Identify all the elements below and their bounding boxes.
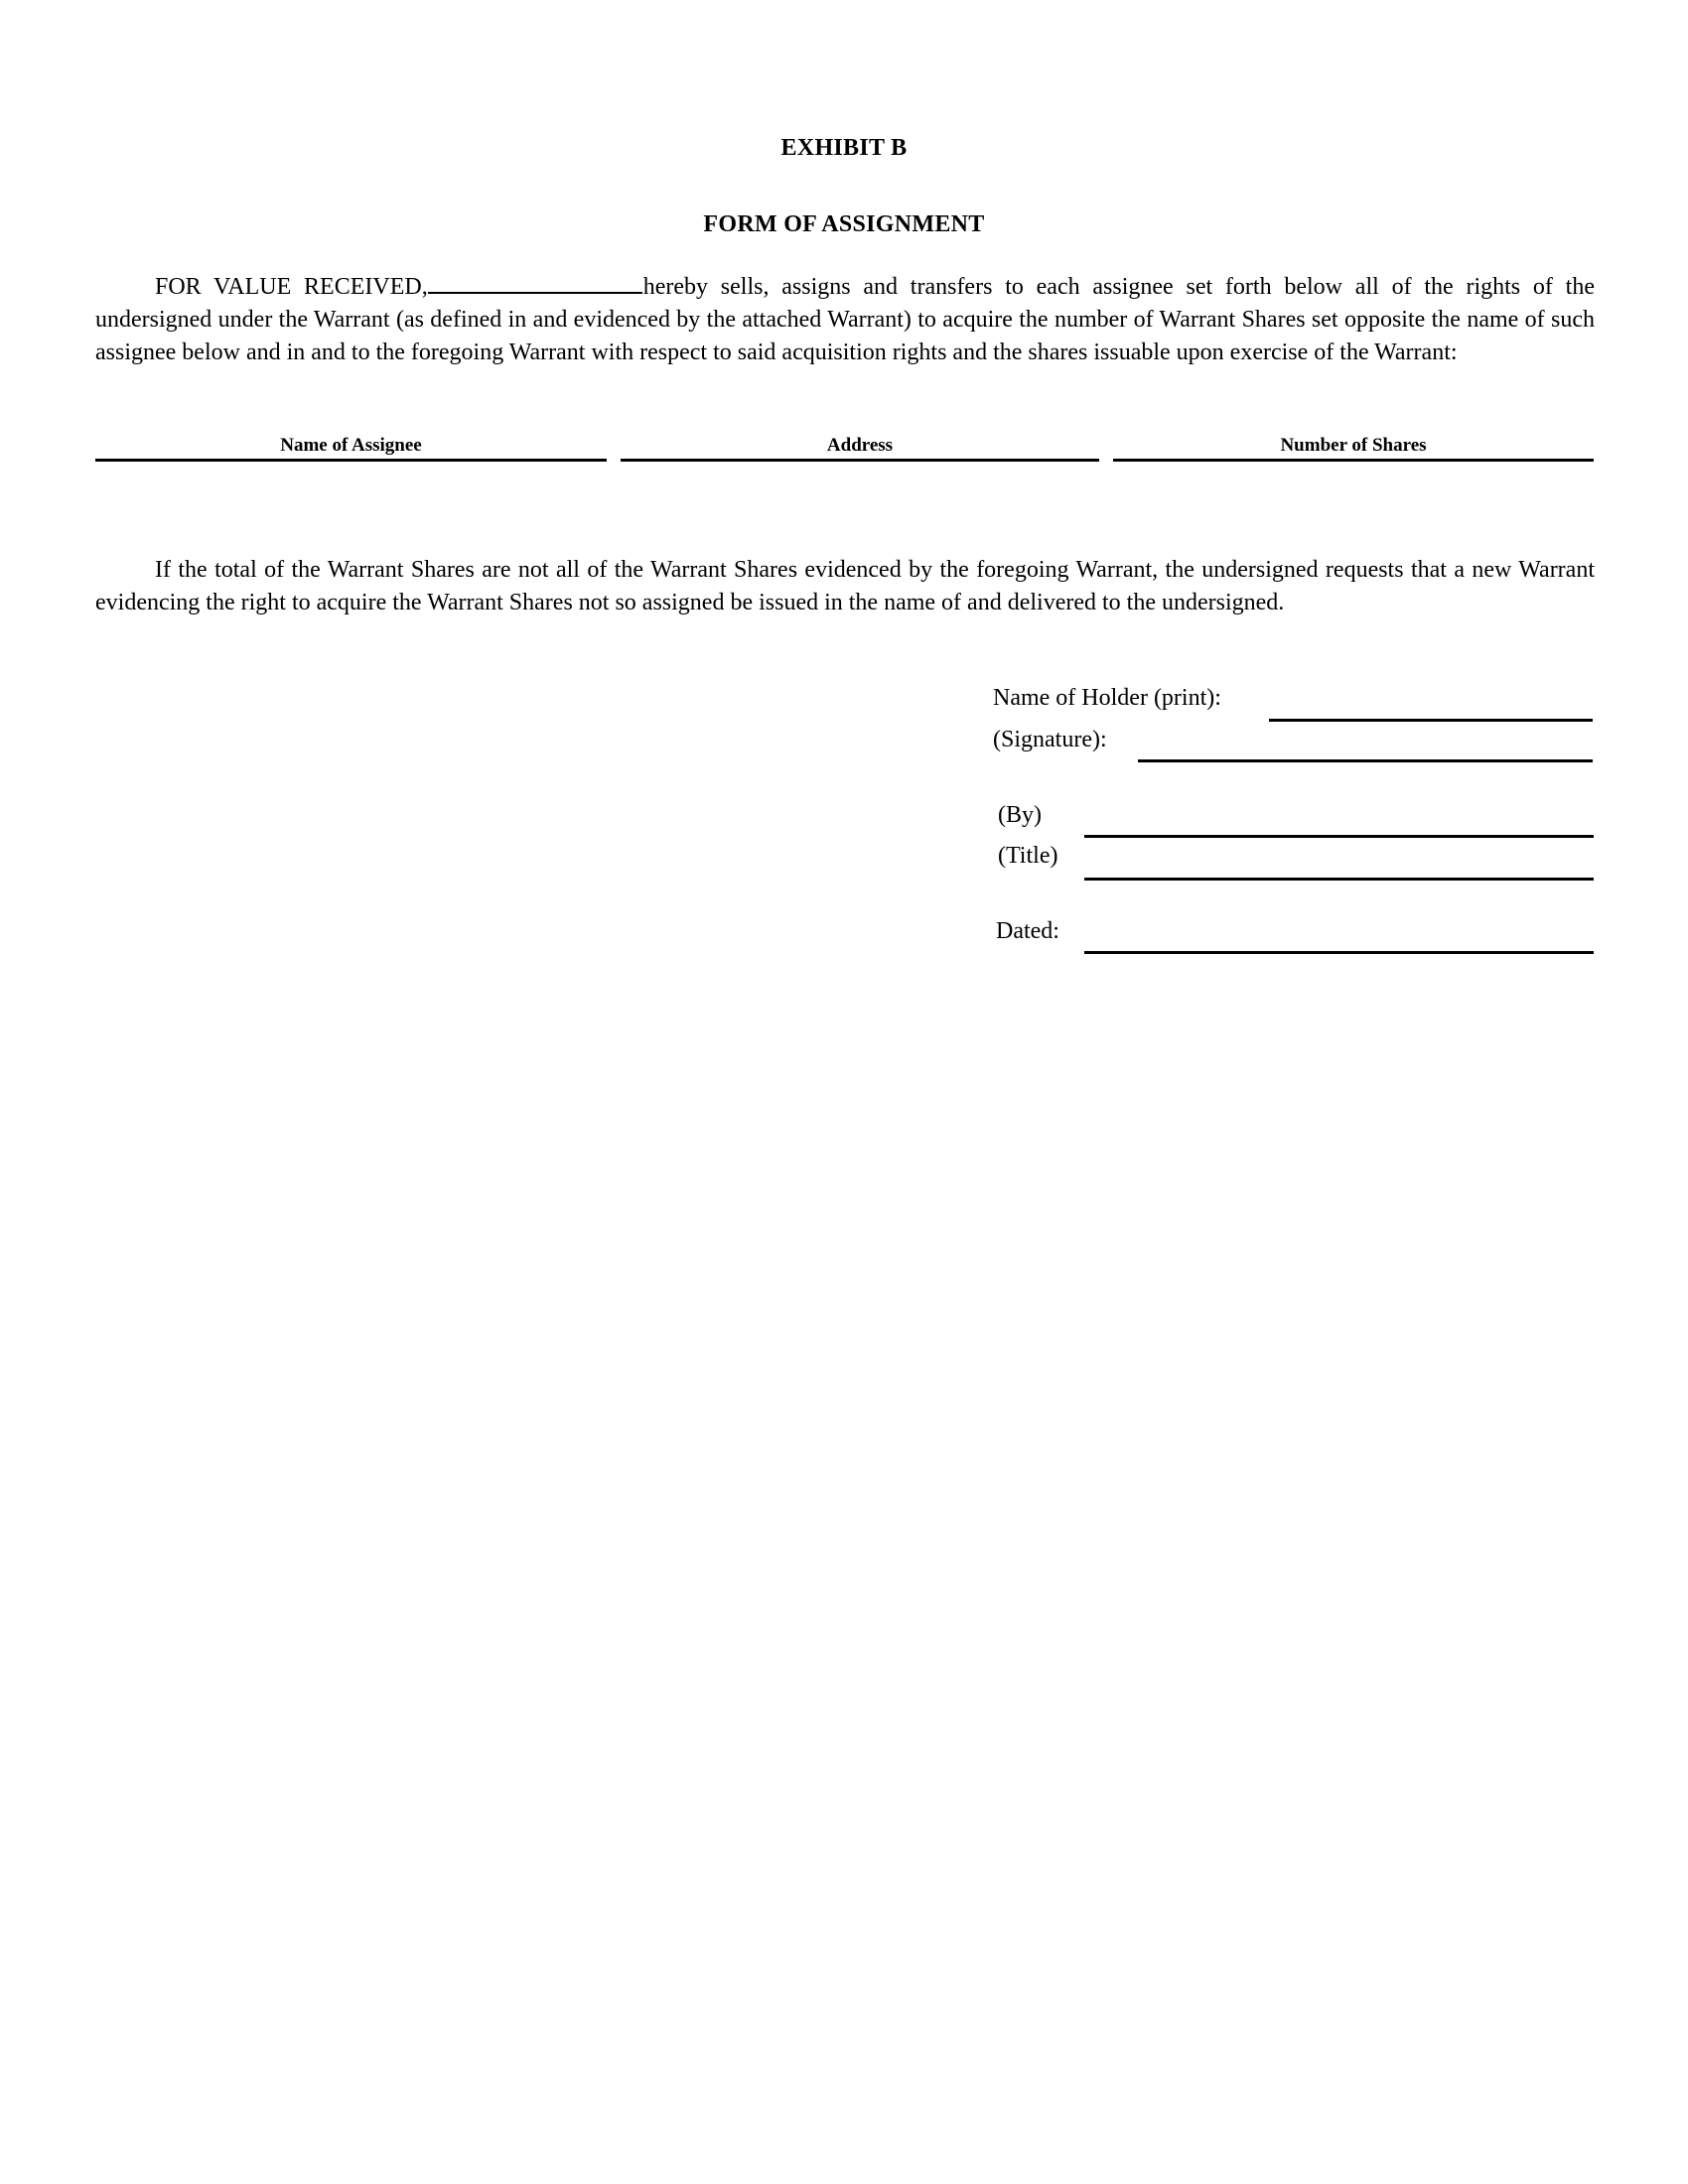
assignment-body-text: hereby sells, assigns and transfers to each assignee set forth below all of the rights of the undersigned under the Warrant (as defined in and evidenced by the attached Warrant) to acquire the number of Warrant Shares set opposite the name of such assignee below and in and to the foregoing Warrant with respect to said acquisition rights and the shares issuable upon exercise of the Warrant: <box>95 274 1595 365</box>
by-line[interactable] <box>1084 835 1594 838</box>
assignment-paragraph <box>95 270 1595 369</box>
column-header-number-of-shares: Number of Shares <box>1113 433 1594 462</box>
signature-line[interactable] <box>1138 759 1593 762</box>
column-header-name-of-assignee: Name of Assignee <box>95 433 607 462</box>
new-warrant-text: If the total of the Warrant Shares are not all of the Warrant Shares evidenced by the foregoing Warrant, the undersigned requests that a new Warrant evidencing the right to acquire the Warrant Shares not so assigned be issued in the name of and delivered to the undersigned. <box>95 557 1595 615</box>
holder-name-label: Name of Holder (print): <box>993 685 1221 711</box>
new-warrant-paragraph <box>95 554 1595 619</box>
holder-name-line[interactable] <box>1269 719 1593 722</box>
value-received-text: FOR VALUE RECEIVED, <box>155 274 428 300</box>
column-header-address: Address <box>621 433 1099 462</box>
dated-label: Dated: <box>996 918 1059 944</box>
form-title: FORM OF ASSIGNMENT <box>703 211 985 237</box>
title-label: (Title) <box>998 843 1058 869</box>
signature-label: (Signature): <box>993 727 1107 752</box>
exhibit-label: EXHIBIT B <box>780 135 908 161</box>
dated-line[interactable] <box>1084 951 1594 954</box>
assignor-blank-line[interactable] <box>428 270 642 294</box>
by-label: (By) <box>998 802 1042 828</box>
title-line[interactable] <box>1084 878 1594 881</box>
